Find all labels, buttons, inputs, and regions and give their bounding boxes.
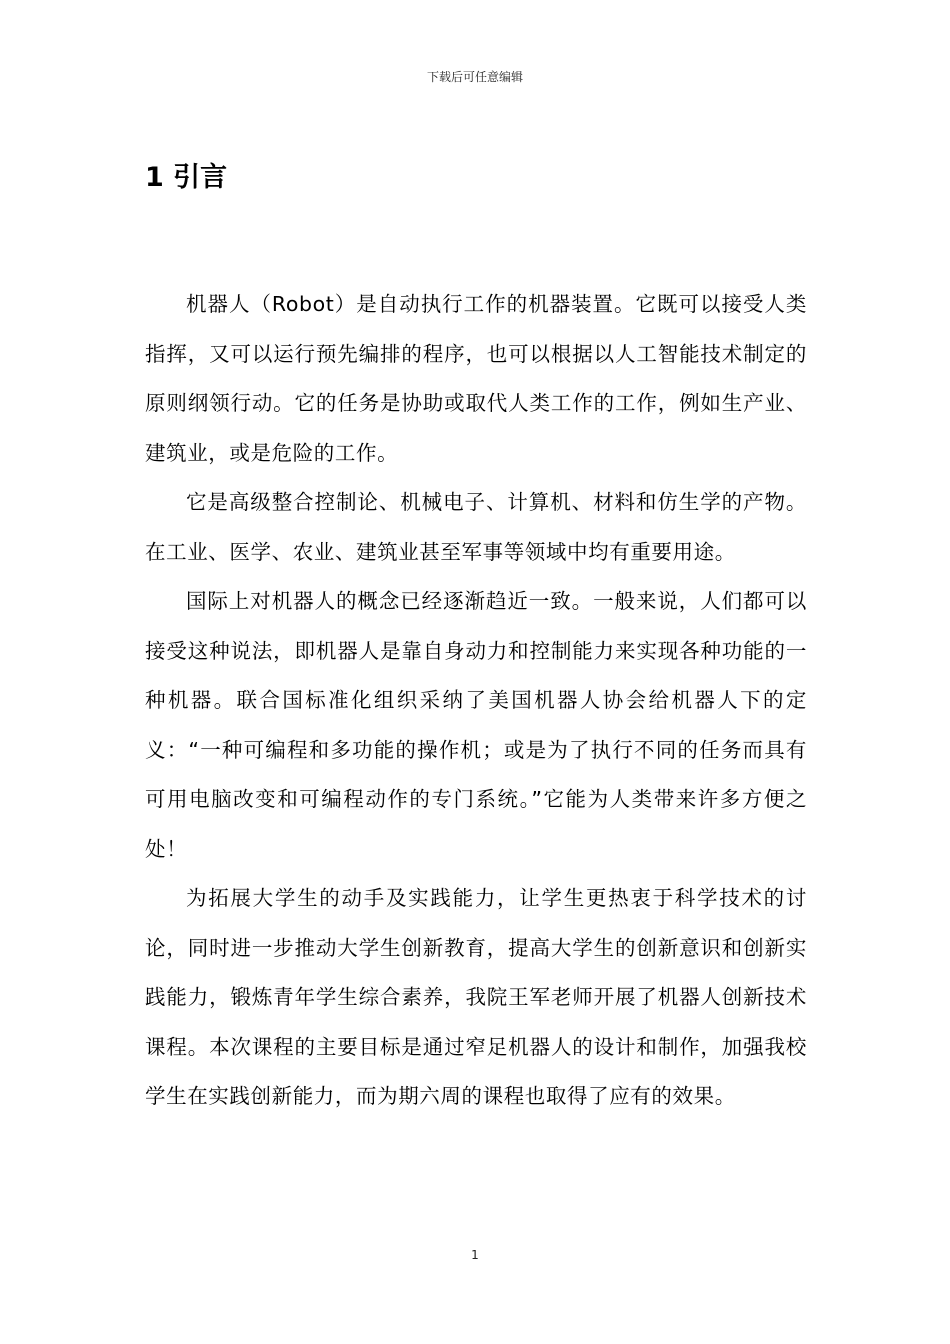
page-header: 下载后可任意编辑 (426, 70, 523, 84)
section-heading: 1 引言 (145, 162, 228, 193)
paragraph-robot-fields: 它是高级整合控制论、机械电子、计算机、材料和仿生学的产物。在工业、医学、农业、建筑业甚至军事等领域中均有重要用途。 (145, 490, 807, 564)
page-number: 1 (471, 1248, 479, 1262)
paragraph-course-goal: 为拓展大学生的动手及实践能力，让学生更热衷于科学技术的讨论，同时进一步推动大学生创新教育，提高大学生的创新意识和创新实践能力，锻炼青年学生综合素养，我院王军老师开展了机器人创新技术课程。本次课程的主要目标是通过窄足机器人的设计和制作，加强我校学生在实践创新能力，而为期六周的课程也取得了应有的效果。 (145, 886, 807, 1108)
paragraph-robot-concept: 国际上对机器人的概念已经逐渐趋近一致。一般来说，人们都可以接受这种说法，即机器人是靠自身动力和控制能力来实现各种功能的一种机器。联合国标准化组织采纳了美国机器人协会给机器人下的定义：“一种可编程和多功能的操作机；或是为了执行不同的任务而具有可用电脑改变和可编程动作的专门系统。”它能为人类带来许多方便之处！ (145, 589, 807, 861)
body-text (145, 280, 807, 1122)
paragraph-robot-definition: 机器人（Robot）是自动执行工作的机器装置。它既可以接受人类指挥，又可以运行预先编排的程序，也可以根据以人工智能技术制定的原则纲领行动。它的任务是协助或取代人类工作的工作，例如生产业、建筑业，或是危险的工作。 (145, 292, 807, 465)
